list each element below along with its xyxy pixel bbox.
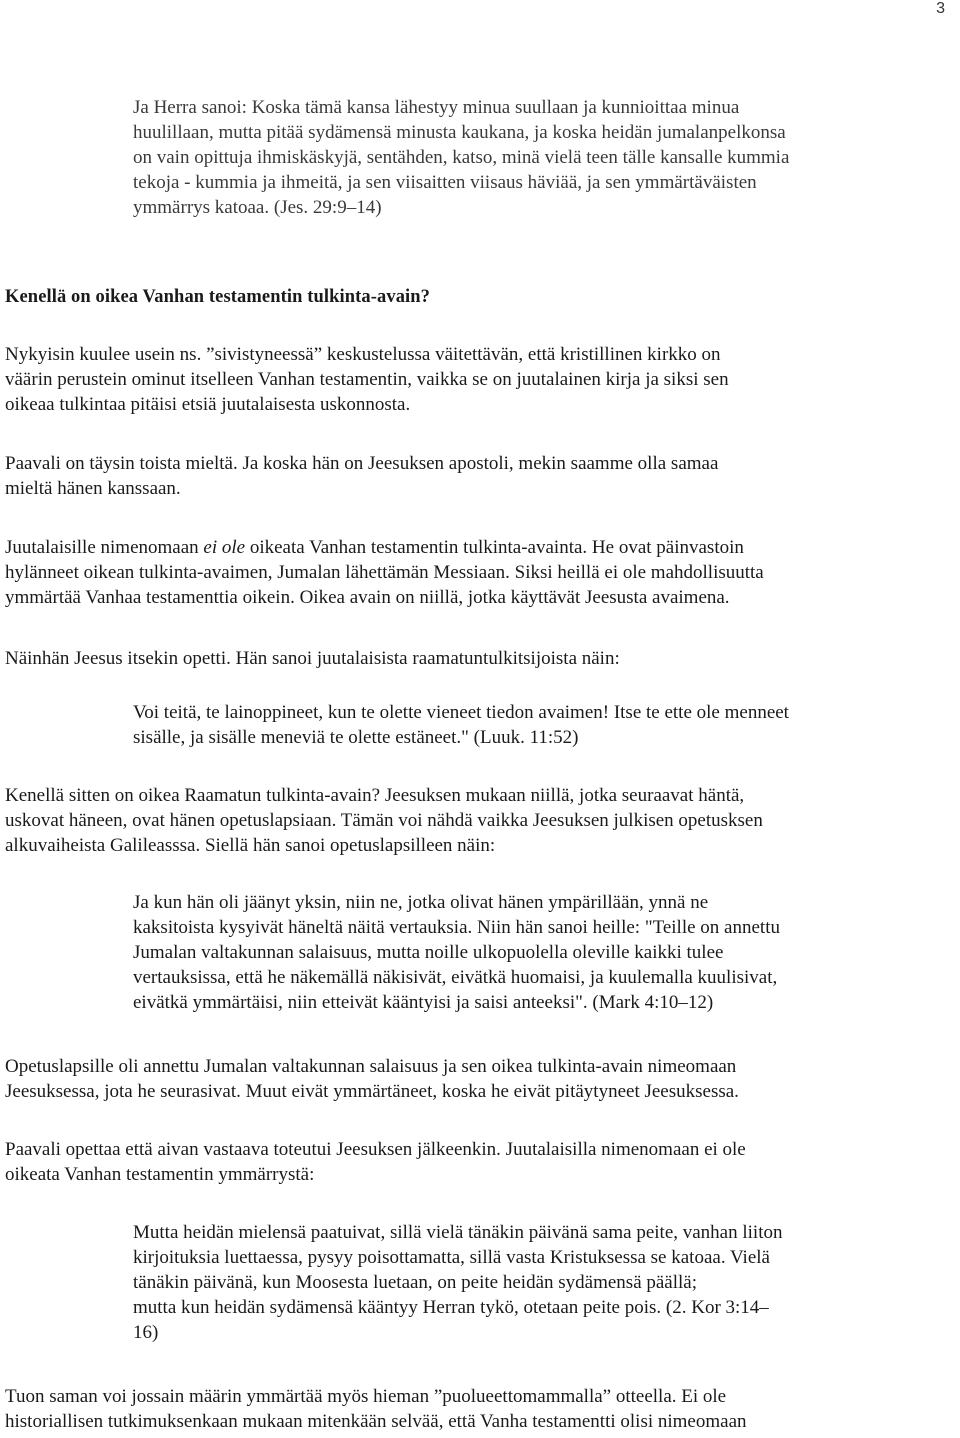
quote-line: kirjoituksia luettaessa, pysyy poisottamatta, sillä vasta Kristuksessa se katoaa. Vielä [133,1247,770,1268]
emphasis: ei ole [203,537,246,558]
paragraph-line: alkuvaiheista Galileasssa. Siellä hän sanoi opetuslapsilleen näin: [5,835,496,856]
quote-line: mutta kun heidän sydämensä kääntyy Herran tykö, otetaan peite pois. (2. Kor 3:14– [133,1297,769,1318]
text-run: oikeata Vanhan testamentin tulkinta-avainta. He ovat päinvastoin [245,537,744,558]
paragraph-line: hylänneet oikean tulkinta-avaimen, Jumalan lähettämän Messiaan. Siksi heillä ei ole mahdollisuutta [5,562,764,583]
quote-line: on vain opittuja ihmiskäskyjä, sentähden, katso, minä vielä teen tälle kansalle kummia [133,147,790,168]
paragraph [5,1137,942,1187]
section-heading: Kenellä on oikea Vanhan testamentin tulkinta-avain? [5,287,431,307]
paragraph [5,646,942,671]
quote-line: 16) [133,1322,159,1343]
paragraph-line: Kenellä sitten on oikea Raamatun tulkinta-avain? Jeesuksen mukaan niillä, jotka seuraavat häntä, [5,785,745,806]
paragraph-line: Tuon saman voi jossain määrin ymmärtää myös hieman ”puolueettomammalla” otteella. Ei ole [5,1386,727,1407]
paragraph-line [5,535,942,560]
paragraph-line: Paavali opettaa että aivan vastaava toteutui Jeesuksen jälkeenkin. Juutalaisilla nimenomaan ei ole [5,1139,746,1160]
paragraph-line: Opetuslapsille oli annettu Jumalan valtakunnan salaisuus ja sen oikea tulkinta-avain nimeomaan [5,1056,737,1077]
paragraph-line: historiallisen tutkimuksenkaan mukaan mitenkään selvää, että Vanha testamentti olisi nimeomaan [5,1411,747,1432]
quote-line: kaksitoista kysyivät häneltä näitä vertauksia. Niin hän sanoi heille: "Teille on annettu [133,917,780,938]
quote-line: Ja Herra sanoi: Koska tämä kansa lähestyy minua suullaan ja kunnioittaa minua [133,97,740,118]
text-run: Juutalaisille nimenomaan [5,537,204,558]
page-number: 3 [936,0,945,17]
paragraph [5,1384,942,1434]
paragraph-line: mieltä hänen kanssaan. [5,478,181,499]
quote-line: Mutta heidän mielensä paatuivat, sillä vielä tänäkin päivänä sama peite, vanhan liiton [133,1222,783,1243]
paragraph-line: Näinhän Jeesus itsekin opetti. Hän sanoi juutalaisista raamatuntulkitsijoista näin: [5,648,620,669]
quote-line: tänäkin päivänä, kun Moosesta luetaan, on peite heidän sydämensä päällä; [133,1272,698,1293]
paragraph-line: uskovat häneen, ovat hänen opetuslapsiaan. Tämän voi nähdä vaikka Jeesuksen julkisen opetusksen [5,810,763,831]
paragraph [5,451,942,501]
quote-line: ymmärrys katoaa. (Jes. 29:9–14) [133,197,382,218]
paragraph [5,783,942,858]
quote-markus [133,890,942,1015]
quote-jesaja [133,95,942,220]
paragraph-line: Jeesuksessa, jota he seurasivat. Muut eivät ymmärtäneet, koska he eivät pitäytyneet Jeesuksessa. [5,1081,739,1102]
paragraph-line: Nykyisin kuulee usein ns. ”sivistyneessä” keskustelussa väitettävän, että kristillinen kirkko on [5,344,721,365]
paragraph-line: oikeaa tulkintaa pitäisi etsiä juutalaisesta uskonnosta. [5,394,411,415]
quote-line: tekoja - kummia ja ihmeitä, ja sen viisaitten viisaus häviää, ja sen ymmärtäväisten [133,172,757,193]
quote-line: Jumalan valtakunnan salaisuus, mutta noille ulkopuolella oleville kaikki tulee [133,942,724,963]
quote-line: eivätkä ymmärtäisi, niin etteivät kääntyisi ja saisi anteeksi". (Mark 4:10–12) [133,992,714,1013]
quote-korinttilaiset [133,1220,942,1345]
quote-luukas [133,700,942,750]
paragraph-line: ymmärtää Vanhaa testamenttia oikein. Oikea avain on niillä, jotka käyttävät Jeesusta avaimena. [5,587,730,608]
paragraph [5,1054,942,1104]
quote-line: huulillaan, mutta pitää sydämensä minusta kaukana, ja koska heidän jumalanpelkonsa [133,122,786,143]
quote-line: vertauksissa, että he näkemällä näkisivät, eivätkä huomaisi, ja kuulemalla kuulisivat, [133,967,778,988]
quote-line: Voi teitä, te lainoppineet, kun te olette vieneet tiedon avaimen! Itse te ette ole menneet [133,702,789,723]
paragraph [5,535,942,610]
paragraph-line: väärin perustein ominut itselleen Vanhan testamentin, vaikka se on juutalainen kirja ja siksi sen [5,369,729,390]
quote-line: sisälle, ja sisälle meneviä te olette estäneet." (Luuk. 11:52) [133,727,579,748]
paragraph [5,342,942,417]
paragraph-line: Paavali on täysin toista mieltä. Ja koska hän on Jeesuksen apostoli, mekin saamme olla samaa [5,453,719,474]
paragraph-line: oikeata Vanhan testamentin ymmärrystä: [5,1164,315,1185]
quote-line: Ja kun hän oli jäänyt yksin, niin ne, jotka olivat hänen ympärillään, ynnä ne [133,892,709,913]
